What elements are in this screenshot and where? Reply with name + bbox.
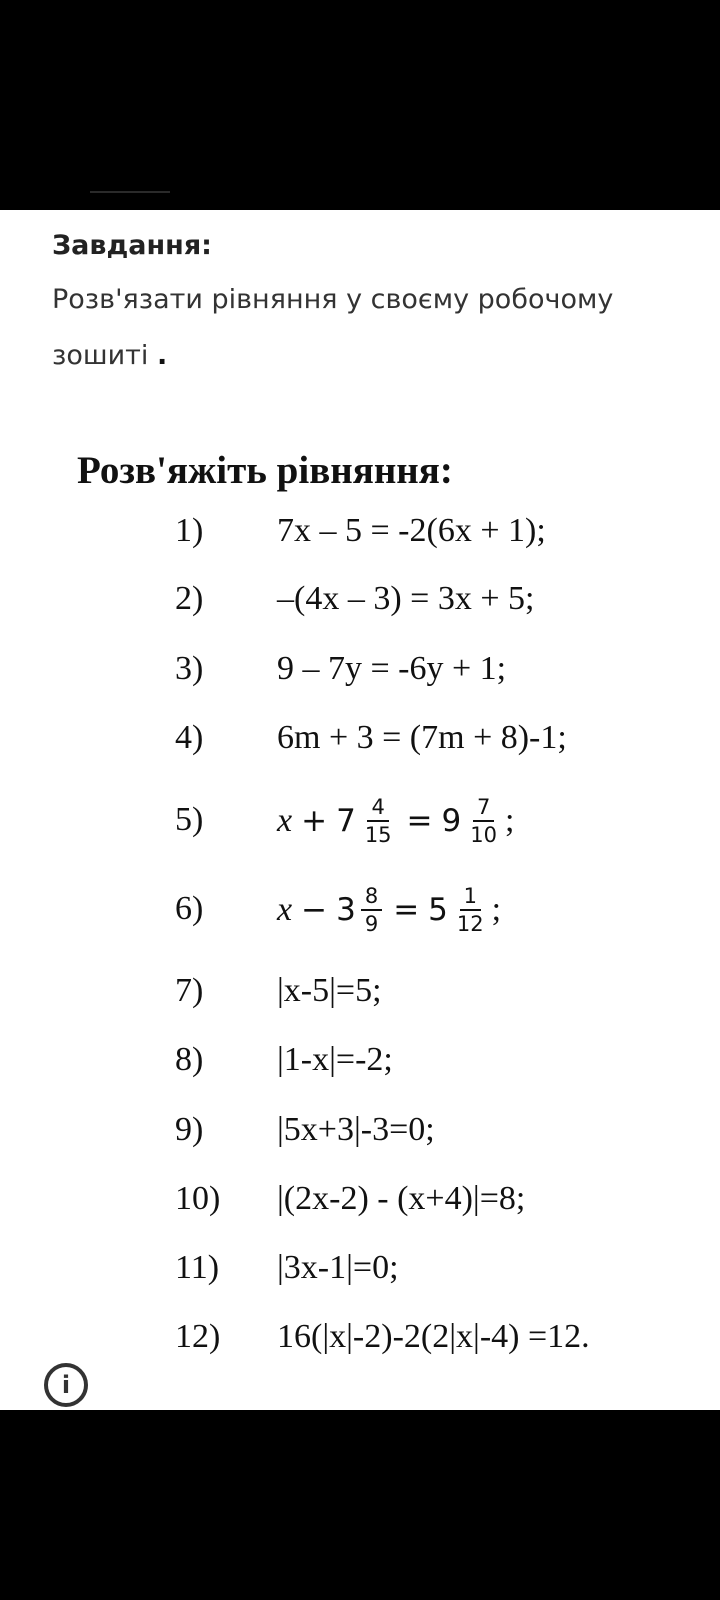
denominator: 15 <box>364 823 392 847</box>
equation-text: |5x+3|-3=0; <box>277 1111 435 1148</box>
semicolon: ; <box>505 802 515 839</box>
numerator: 7 <box>473 795 494 822</box>
bottom-black-bar <box>0 1410 720 1600</box>
task-title: Завдання: <box>52 230 212 261</box>
equation-row <box>0 1031 720 1091</box>
equation-row <box>0 1308 720 1368</box>
whole-part: 5 <box>428 892 448 928</box>
worksheet-title: Розв'яжіть рівняння: <box>77 449 453 492</box>
denominator: 12 <box>456 912 484 936</box>
equals-sign: = <box>406 803 433 839</box>
numerator: 1 <box>460 884 481 911</box>
equation-row <box>0 1170 720 1230</box>
info-icon: i <box>61 1371 71 1399</box>
top-black-bar <box>0 0 720 210</box>
fraction <box>361 884 382 936</box>
equation-row <box>0 570 720 630</box>
denominator: 10 <box>470 823 497 847</box>
fraction <box>466 795 501 847</box>
fraction <box>453 884 488 936</box>
whole-part: 3 <box>336 892 356 928</box>
equation-text: |3x-1|=0; <box>277 1249 399 1286</box>
equation-fraction <box>277 791 514 851</box>
divider <box>90 191 170 193</box>
equation-text: 16(|x|-2)-2(2|x|-4) =12. <box>277 1318 590 1355</box>
equation-number: 10) <box>175 1180 221 1217</box>
equation-fraction <box>277 880 501 940</box>
equation-number: 3) <box>175 650 204 687</box>
fraction <box>361 795 396 847</box>
equation-row <box>0 791 720 851</box>
equation-row <box>0 709 720 769</box>
equation-number: 6) <box>175 890 204 927</box>
variable: x <box>277 891 293 928</box>
equation-row <box>0 880 720 940</box>
denominator: 9 <box>364 912 379 936</box>
numerator: 8 <box>361 884 382 911</box>
equation-row <box>0 1239 720 1299</box>
whole-part: 7 <box>336 803 356 839</box>
equation-number: 11) <box>175 1249 220 1286</box>
equals-sign: = <box>393 892 420 928</box>
equation-text: 7x – 5 = -2(6x + 1); <box>277 512 546 549</box>
equation-number: 7) <box>175 972 204 1009</box>
post-content <box>0 210 720 1410</box>
equation-number: 4) <box>175 719 204 756</box>
operator: − <box>301 892 328 928</box>
equation-number: 8) <box>175 1041 204 1078</box>
equation-text: –(4x – 3) = 3x + 5; <box>277 580 535 617</box>
equation-row <box>0 962 720 1022</box>
equation-number: 12) <box>175 1318 221 1355</box>
equation-number: 9) <box>175 1111 204 1148</box>
operator: + <box>301 803 328 839</box>
task-text-body: Розв'язати рівняння у своєму робочому зошиті <box>52 284 614 371</box>
equation-text: 9 – 7y = -6y + 1; <box>277 650 507 687</box>
equation-row <box>0 502 720 562</box>
equation-text: |(2x-2) - (x+4)|=8; <box>277 1180 526 1217</box>
equation-text: |x-5|=5; <box>277 972 382 1009</box>
equation-text: |1-x|=-2; <box>277 1041 393 1078</box>
info-button[interactable] <box>44 1363 88 1407</box>
equation-row <box>0 640 720 700</box>
equation-number: 2) <box>175 580 204 617</box>
task-text-dot: . <box>156 340 168 371</box>
whole-part: 9 <box>441 803 462 839</box>
equation-row <box>0 1101 720 1161</box>
equation-text: 6m + 3 = (7m + 8)-1; <box>277 719 567 756</box>
equation-number: 1) <box>175 512 204 549</box>
task-text <box>52 272 672 384</box>
variable: x <box>277 802 293 839</box>
semicolon: ; <box>491 891 502 928</box>
numerator: 4 <box>367 795 388 822</box>
equation-number: 5) <box>175 801 204 838</box>
